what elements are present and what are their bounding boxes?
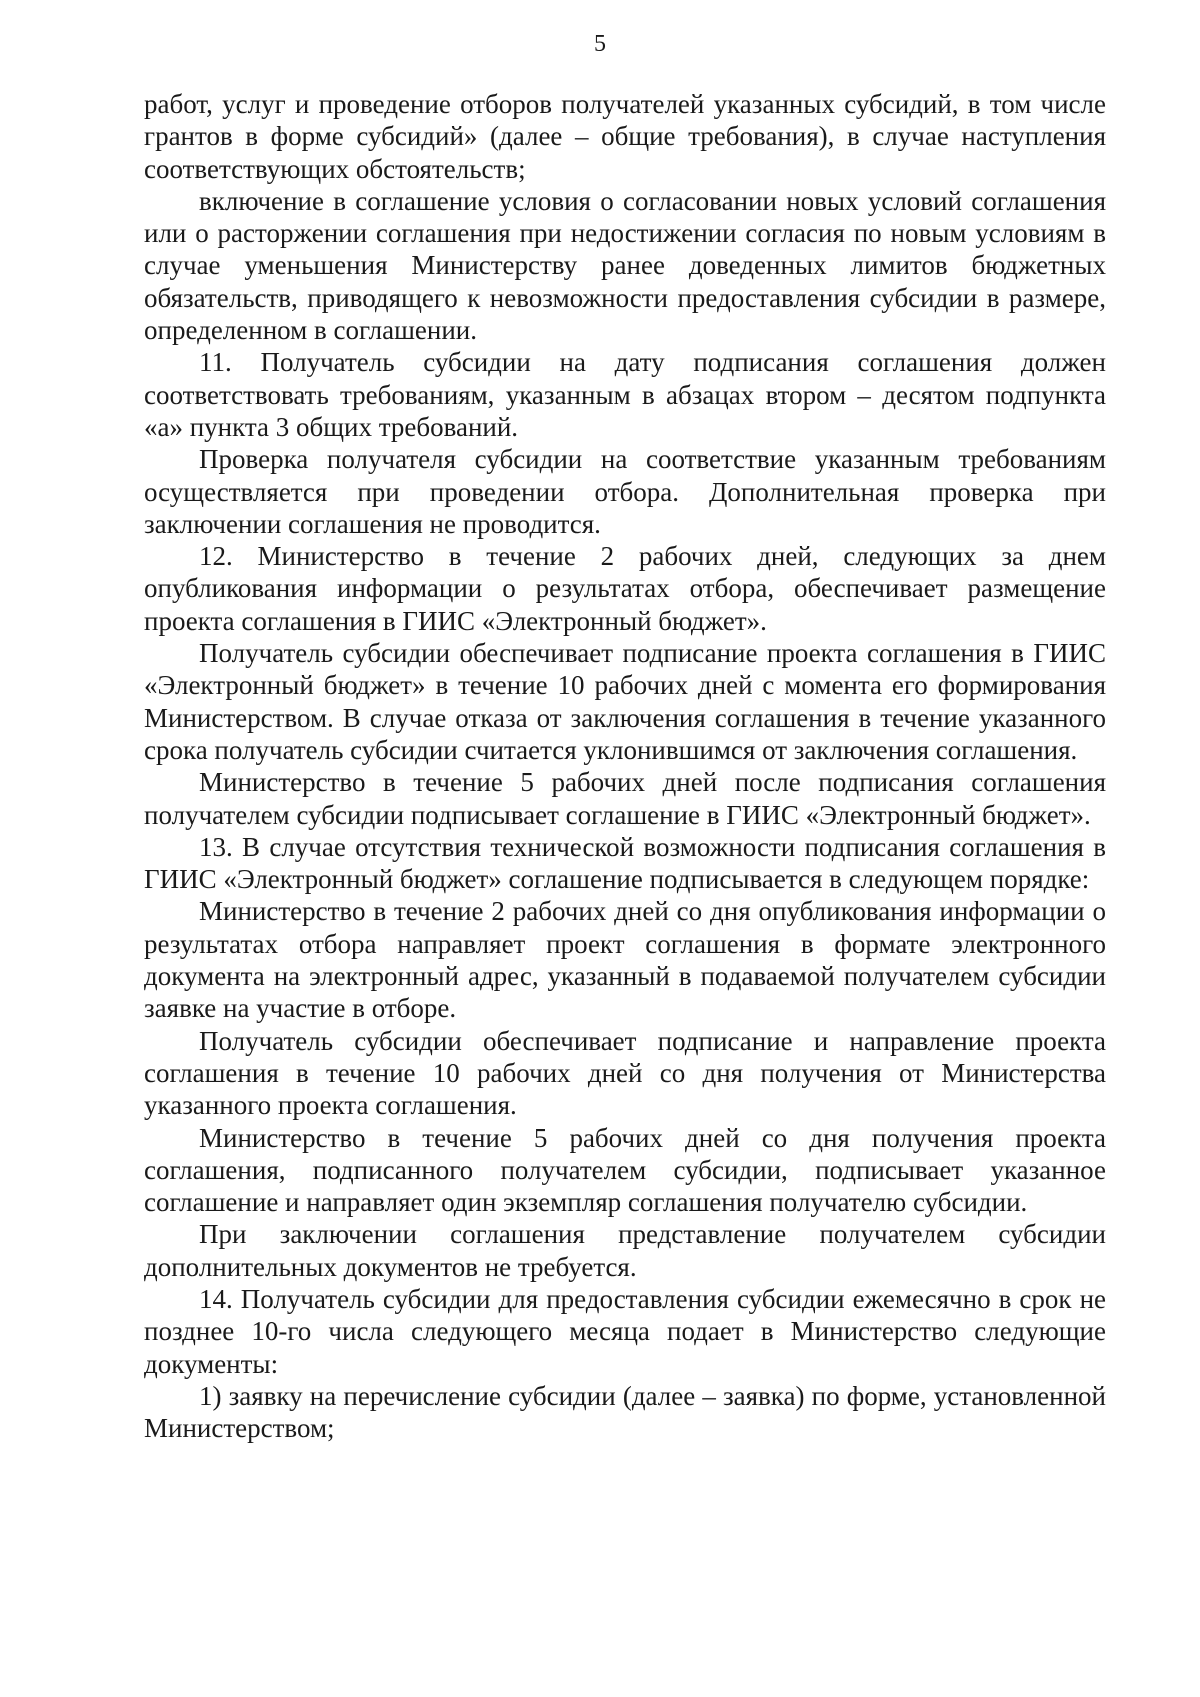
paragraph-10: Получатель субсидии обеспечивает подписание и направление проекта соглашения в течение 10 рабочих дней со дня получения от Министерства указанного проекта соглашения. [144,1025,1106,1121]
paragraph-2: включение в соглашение условия о согласовании новых условий соглашения или о расторжении соглашения при недостижении согласия по новым условиям в случае уменьшения Министерству ранее доведенных лимитов бюджетных обязательств, приводящего к невозможности предоставления субсидии в размере, определенном в соглашении. [144,185,1106,346]
paragraph-5: 12. Министерство в течение 2 рабочих дней, следующих за днем опубликования информации о результатах отбора, обеспечивает размещение проекта соглашения в ГИИС «Электронный бюджет». [144,541,1106,636]
document-body [144,88,1106,1444]
paragraph-3: 11. Получатель субсидии на дату подписания соглашения должен соответствовать требованиям, указанным в абзацах втором – десятом подпункта «а» пункта 3 общих требований. [144,347,1106,442]
paragraph-13: 14. Получатель субсидии для предоставления субсидии ежемесячно в срок не позднее 10-го числа следующего месяца подает в Министерство следующие документы: [144,1283,1106,1379]
paragraph-11: Министерство в течение 5 рабочих дней со дня получения проекта соглашения, подписанного получателем субсидии, подписывает указанное соглашение и направляет один экземпляр соглашения получателю субсидии. [144,1122,1106,1218]
paragraph-14: 1) заявку на перечисление субсидии (далее – заявка) по форме, установленной Министерством; [144,1380,1106,1444]
page-number: 5 [594,31,606,57]
paragraph-4: Проверка получателя субсидии на соответствие указанным требованиям осуществляется при проведении отбора. Дополнительная проверка при заключении соглашения не проводится. [144,444,1106,539]
paragraph-7: Министерство в течение 5 рабочих дней после подписания соглашения получателем субсидии подписывает соглашение в ГИИС «Электронный бюджет». [144,767,1106,830]
paragraph-6: Получатель субсидии обеспечивает подписание проекта соглашения в ГИИС «Электронный бюджет» в течение 10 рабочих дней с момента его формирования Министерством. В случае отказа от заключения соглашения в течение указанного срока получатель субсидии считается уклонившимся от заключения соглашения. [144,638,1106,765]
paragraph-8: 13. В случае отсутствия технической возможности подписания соглашения в ГИИС «Электронный бюджет» соглашение подписывается в следующем порядке: [144,831,1106,895]
paragraph-1: работ, услуг и проведение отборов получателей указанных субсидий, в том числе грантов в форме субсидий» (далее – общие требования), в случае наступления соответствующих обстоятельств; [144,89,1106,184]
paragraph-9: Министерство в течение 2 рабочих дней со дня опубликования информации о результатах отбора направляет проект соглашения в формате электронного документа на электронный адрес, указанный в подаваемой получателем субсидии заявке на участие в отборе. [144,896,1106,1024]
paragraph-12: При заключении соглашения представление получателем субсидии дополнительных документов не требуется. [144,1219,1106,1282]
